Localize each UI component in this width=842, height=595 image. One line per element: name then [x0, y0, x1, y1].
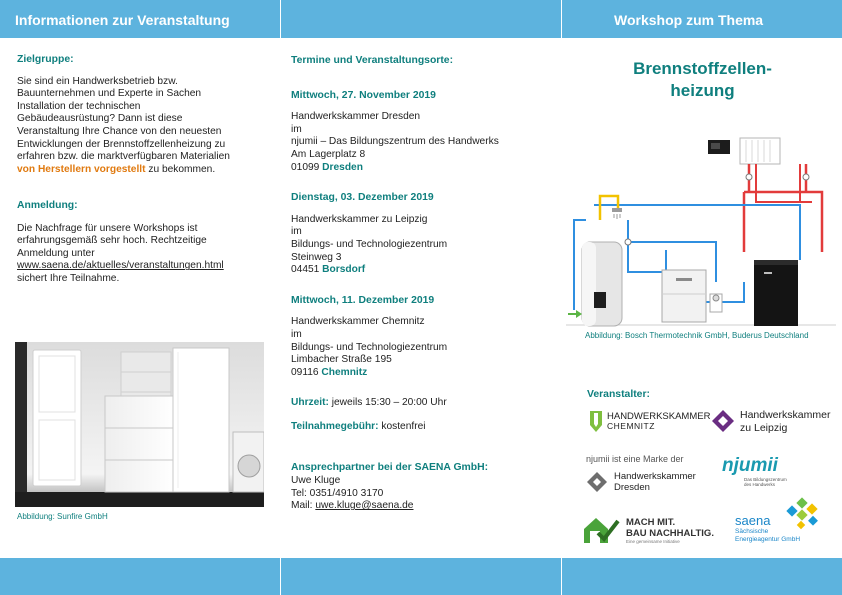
zielgruppe-line: Sie sind ein Handwerksbetrieb bzw. — [17, 75, 178, 87]
event-line: Limbacher Straße 195 — [291, 354, 392, 366]
fold-line-2 — [561, 0, 562, 38]
event-city-line — [291, 264, 551, 277]
saena-logo-subtitle-2: Energieagentur GmbH — [735, 536, 801, 543]
zielgruppe-line: Entwicklungen der Brennstoffzellenheizung zu — [17, 138, 226, 150]
diagram-caption: Abbildung: Bosch Thermotechnik GmbH, Buderus Deutschland — [585, 331, 809, 340]
saena-logo-icon — [784, 497, 824, 531]
bau-nachhaltig-logo-text-2: BAU NACHHALTIG. — [626, 528, 714, 539]
registration-link[interactable]: www.saena.de/aktuelles/veranstaltungen.html — [17, 260, 224, 272]
termine-section — [291, 55, 551, 513]
contact-mail-line — [291, 500, 551, 513]
fold-line-4 — [561, 558, 562, 595]
zielgruppe-tail: zu bekommen. — [145, 163, 216, 175]
event-city-line — [291, 162, 551, 175]
footer-bar — [0, 558, 842, 595]
anmeldung-line: erfahrungsgemäß sehr hoch. Rechtzeitige — [17, 235, 207, 247]
event-city-line — [291, 367, 551, 380]
fold-line-1 — [280, 0, 281, 38]
event-line: im — [291, 328, 302, 340]
header-left-title: Informationen zur Veranstaltung — [15, 12, 230, 28]
zielgruppe-line: erfahren bzw. die marktverfügbaren Materialien — [17, 151, 230, 163]
contact-tel: Tel: 0351/4910 3170 — [291, 487, 384, 499]
anmeldung-line: Die Nachfrage für unsere Workshops ist — [17, 222, 198, 234]
heating-system-diagram — [566, 132, 836, 330]
zielgruppe-line: Veranstaltung Ihre Chance von den neuesten — [17, 125, 222, 137]
uhrzeit-line — [291, 397, 551, 410]
saena-logo-subtitle-1: Sächsische — [735, 528, 769, 535]
anmeldung-section — [17, 200, 264, 286]
hwk-chemnitz-logo-icon — [589, 411, 603, 432]
saena-logo-text: saena — [735, 513, 771, 528]
anmeldung-tail: sichert Ihre Teilnahme. — [17, 272, 120, 284]
uhrzeit-value: jeweils 15:30 – 20:00 Uhr — [328, 397, 447, 409]
hwk-chemnitz-logo-text-2: CHEMNITZ — [607, 421, 655, 431]
event-city: Borsdorf — [322, 264, 366, 276]
event-line: Handwerkskammer zu Leipzig — [291, 213, 428, 225]
event-line: Am Lagerplatz 8 — [291, 148, 366, 160]
hwk-leipzig-logo-icon — [712, 410, 734, 432]
veranstalter-heading: Veranstalter: — [587, 389, 650, 400]
njumii-tagline: njumii ist eine Marke der — [586, 454, 684, 464]
hwk-dresden-logo-icon — [587, 472, 607, 492]
workshop-title-line-1: Brennstoffzellen- — [633, 59, 772, 78]
bau-nachhaltig-logo-text-1: MACH MIT. — [626, 517, 676, 528]
event-date: Mittwoch, 11. Dezember 2019 — [291, 294, 435, 306]
event-date: Mittwoch, 27. November 2019 — [291, 89, 436, 101]
event-line: Bildungs- und Technologiezentrum — [291, 341, 448, 353]
event-date: Dienstag, 03. Dezember 2019 — [291, 192, 434, 204]
termine-heading: Termine und Veranstaltungsorte: — [291, 55, 454, 66]
zielgruppe-line: Installation der technischen — [17, 100, 141, 112]
anmeldung-heading: Anmeldung: — [17, 200, 78, 211]
event-line: Handwerkskammer Chemnitz — [291, 316, 425, 328]
photo-caption: Abbildung: Sunfire GmbH — [17, 512, 108, 521]
event-city: Dresden — [322, 161, 363, 173]
product-photo — [15, 342, 264, 507]
workshop-title — [580, 58, 825, 102]
workshop-title-line-2: heizung — [670, 81, 735, 100]
event-line: Bildungs- und Technologiezentrum — [291, 238, 448, 250]
hwk-leipzig-logo-text-2: zu Leipzig — [740, 422, 788, 434]
event-line: im — [291, 226, 302, 238]
njumii-logo-text: njumii — [722, 455, 778, 476]
header-right-title: Workshop zum Thema — [614, 12, 764, 28]
contact-heading: Ansprechpartner bei der SAENA GmbH: — [291, 462, 489, 474]
event-plz: 04451 — [291, 264, 323, 276]
hwk-chemnitz-logo-text-1: HANDWERKSKAMMER — [607, 411, 711, 422]
zielgruppe-section — [17, 54, 264, 176]
gebuehr-line — [291, 421, 551, 434]
zielgruppe-line: Bauunternehmen und Experte in Sachen — [17, 88, 202, 100]
zielgruppe-heading: Zielgruppe: — [17, 54, 74, 65]
zielgruppe-highlight: von Herstellern vorgestellt — [17, 163, 146, 175]
fold-line-3 — [280, 558, 281, 595]
zielgruppe-last-line — [17, 164, 264, 177]
hwk-dresden-logo-text-1: Handwerkskammer — [614, 471, 696, 482]
bau-nachhaltig-logo-icon — [582, 515, 622, 545]
event-line: njumii – Das Bildungszentrum des Handwerks — [291, 136, 499, 148]
contact-name: Uwe Kluge — [291, 475, 341, 487]
event-line: Handwerkskammer Dresden — [291, 111, 421, 123]
gebuehr-value: kostenfrei — [378, 420, 426, 432]
fuel-cell-units-illustration — [15, 342, 264, 507]
hwk-leipzig-logo-text-1: Handwerkskammer — [740, 409, 831, 421]
hwk-dresden-logo-text-2: Dresden — [614, 482, 650, 493]
zielgruppe-line: Gebäudeausrüstung? Dann ist diese — [17, 113, 183, 125]
contact-mail-link[interactable]: uwe.kluge@saena.de — [315, 500, 414, 512]
bau-nachhaltig-logo-subtitle: Eine gemeinsame Initiative — [626, 539, 680, 544]
event-line: im — [291, 123, 302, 135]
uhrzeit-label: Uhrzeit: — [291, 397, 329, 409]
event-plz: 09116 — [291, 366, 322, 378]
event-plz: 01099 — [291, 161, 323, 173]
contact-mail-label: Mail: — [291, 500, 316, 512]
event-line: Steinweg 3 — [291, 251, 342, 263]
event-city: Chemnitz — [321, 366, 368, 378]
anmeldung-line: Anmeldung unter — [17, 247, 95, 259]
njumii-logo-subtitle: Das Bildungszentrum des Handwerks — [744, 477, 787, 487]
gebuehr-label: Teilnahmegebühr: — [291, 420, 379, 432]
